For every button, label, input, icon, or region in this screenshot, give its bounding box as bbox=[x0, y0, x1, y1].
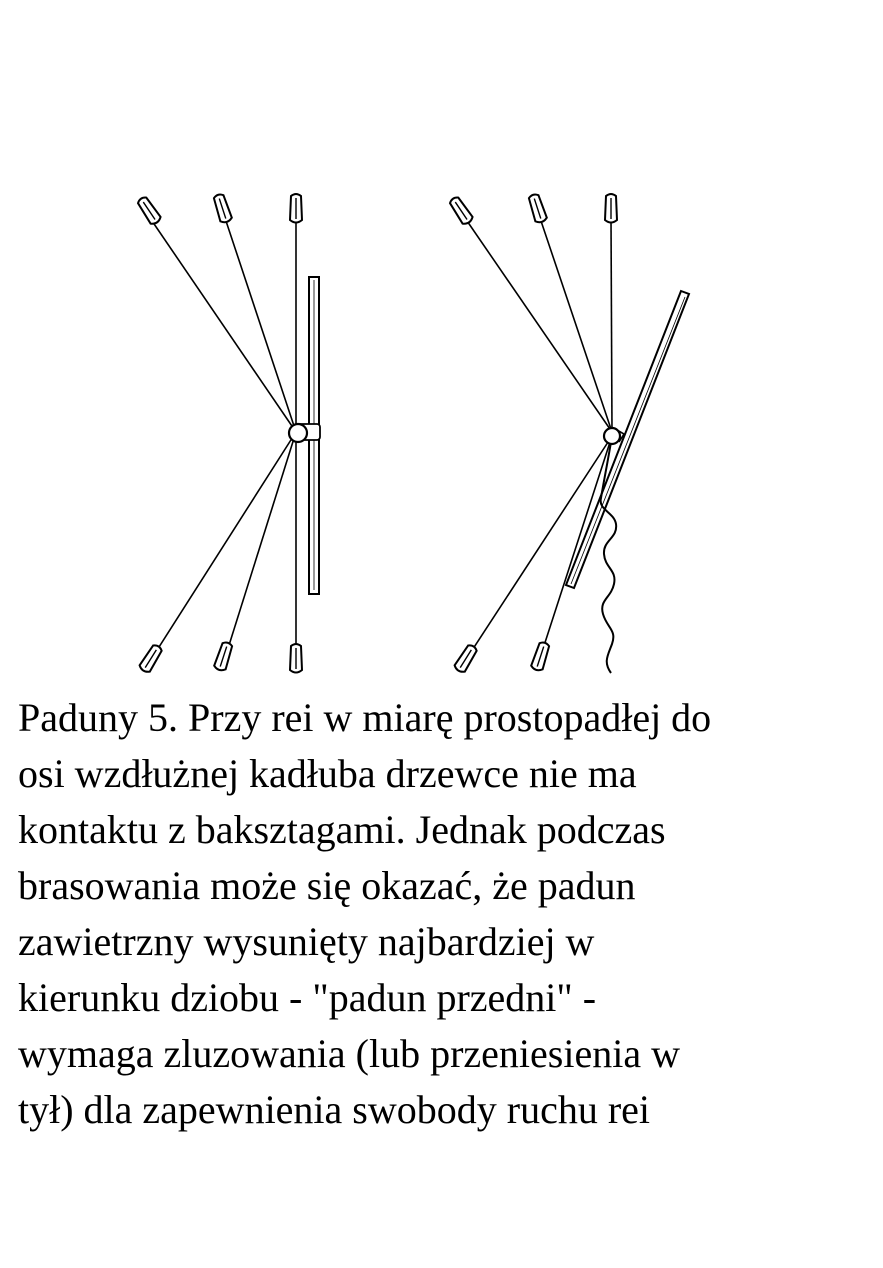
deadeye-upper-3 bbox=[605, 194, 617, 223]
right-panel-yard-braced bbox=[448, 193, 689, 674]
deadeye-lower-1 bbox=[453, 643, 478, 674]
shroud-upper-1 bbox=[465, 218, 612, 432]
shroud-lower-2 bbox=[540, 436, 612, 658]
shroud-lines-left bbox=[150, 218, 296, 658]
caption-line-2: osi wzdłużnej kadłuba drzewce nie ma bbox=[18, 751, 637, 796]
caption-line-7: wymaga zluzowania (lub przeniesienia w bbox=[18, 1031, 680, 1076]
caption-line-5: zawietrzny wysunięty najbardziej w bbox=[18, 919, 595, 964]
shroud-upper-3 bbox=[611, 218, 612, 432]
shroud-upper-2 bbox=[540, 218, 612, 432]
deadeye-lower-2 bbox=[213, 641, 233, 672]
deadeye-upper-3 bbox=[290, 194, 302, 223]
caption-line-4: brasowania może się okazać, że padun bbox=[18, 863, 636, 908]
yard-spar-braced bbox=[566, 291, 689, 588]
deadeye-lower-1 bbox=[138, 643, 163, 674]
shroud-lower-1 bbox=[152, 432, 296, 658]
caption-line-3: kontaktu z baksztagami. Jednak podczas bbox=[18, 807, 666, 852]
deadeye-lower-2 bbox=[530, 641, 550, 672]
deadeye-upper-1 bbox=[136, 195, 162, 225]
caption-text bbox=[18, 690, 868, 1138]
shroud-lower-2 bbox=[225, 432, 296, 658]
shroud-upper-1 bbox=[150, 218, 296, 432]
deadeyes-left bbox=[136, 193, 302, 674]
caption-line-6: kierunku dziobu - "padun przedni" - bbox=[18, 975, 597, 1020]
shroud-lines-right bbox=[465, 218, 612, 658]
deadeye-upper-2 bbox=[212, 193, 232, 224]
caption-line-1: Paduny 5. Przy rei w miarę prostopadłej do bbox=[18, 695, 712, 740]
deadeyes-right bbox=[448, 193, 617, 674]
deadeye-lower-3 bbox=[290, 644, 302, 673]
mast-hub-right bbox=[604, 428, 624, 444]
shroud-upper-2 bbox=[225, 218, 296, 432]
yard-spar-braced-inner bbox=[571, 297, 685, 584]
caption-line-8: tył) dla zapewnienia swobody ruchu rei bbox=[18, 1087, 651, 1132]
mast-hub-left bbox=[289, 424, 320, 442]
deadeye-upper-1 bbox=[448, 195, 474, 225]
deadeye-upper-2 bbox=[527, 193, 547, 224]
left-panel-yard-square bbox=[136, 193, 320, 674]
